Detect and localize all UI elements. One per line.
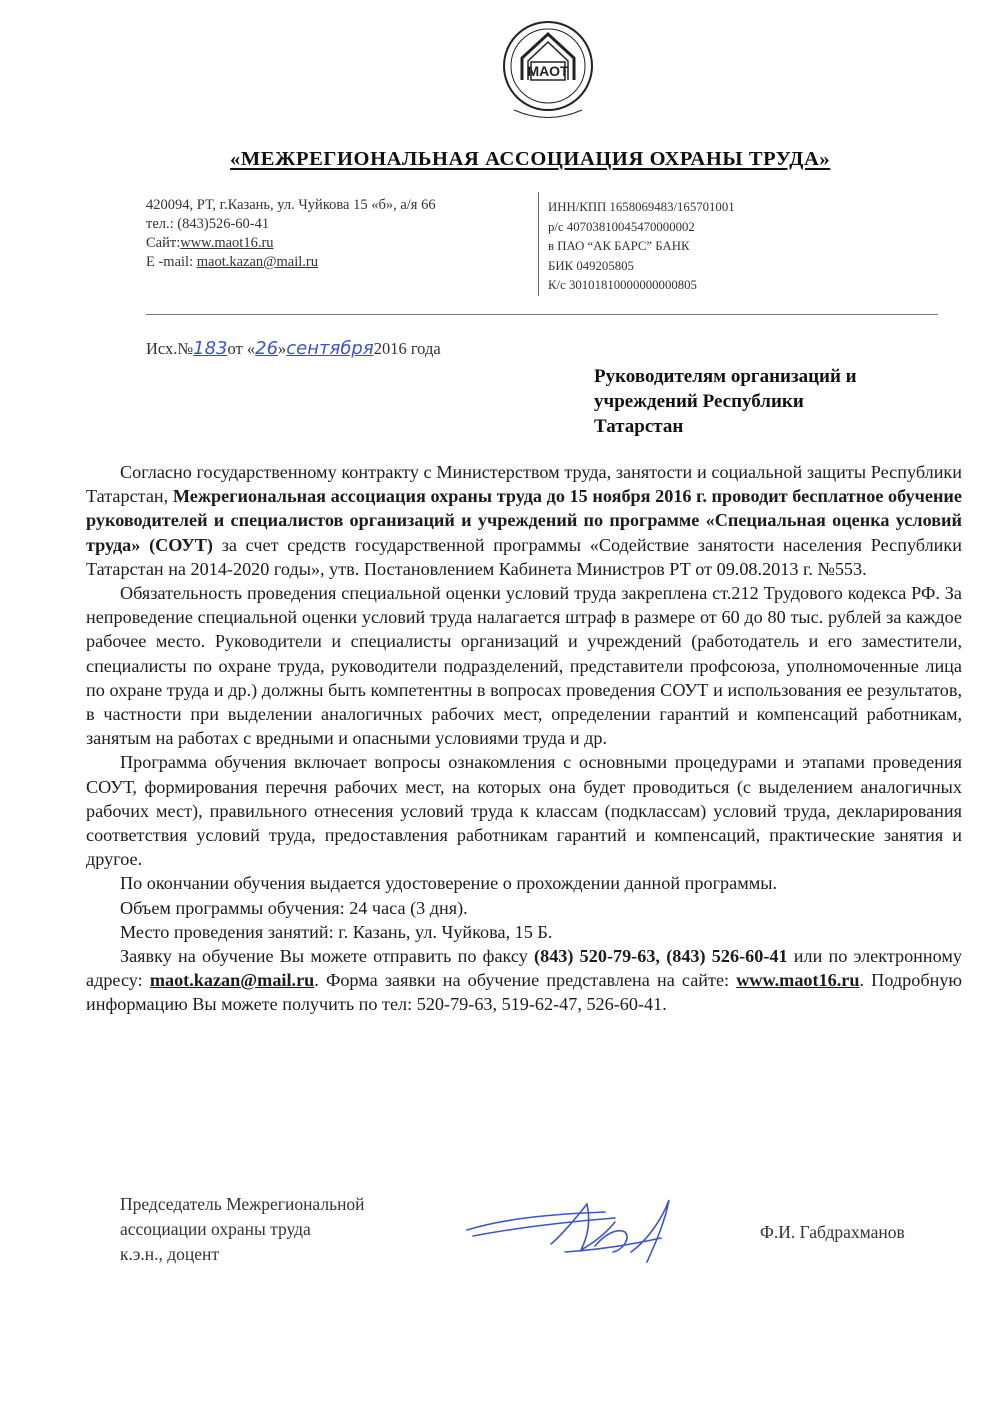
p1-bold: Межрегиональная ассоциация охраны труда до 15 ноября 2016 г. проводит бесплатное обучение руководителей и специалистов организаций и учреждений по программе «Специальная оценка условий труда» (СОУТ) xyxy=(86,486,962,555)
body-email-link[interactable]: maot.kazan@mail.ru xyxy=(149,970,315,991)
site-label: Сайт: xyxy=(146,235,181,251)
addressee-line: Татарстан xyxy=(594,416,684,437)
paragraph-1 xyxy=(86,460,962,581)
maot-logo xyxy=(500,10,596,130)
position-line: ассоциации охраны труда xyxy=(120,1219,311,1239)
p7-text-b: или по электронному адресу: xyxy=(86,946,962,991)
signatory-position xyxy=(120,1192,460,1267)
email-link[interactable]: maot.kazan@mail.ru xyxy=(196,254,319,270)
fax-numbers: (843) 520-79-63, (843) 526-60-41 xyxy=(534,946,788,967)
p7-text-c: . Форма заявки на обучение представлена на сайте: xyxy=(314,970,737,991)
bank-account: р/с 40703810045470000002 xyxy=(548,219,695,234)
paragraph-2: Обязательность проведения специальной оценки условий труда закреплена ст.212 Трудового кодекса РФ. За непроведение специальной оценки условий труда налагается штраф в размере от 60 до 80 тыс. рублей за каждое рабочее место. Руководители и специалисты организаций и учреждений (работодатель и его заместители, специалисты по охране труда, руководители подразделений, представители профсоюза, уполномоченные лица по охране труда и др.) должны быть компетентны в вопросах проведения СОУТ и использования ее результатов, в частности при выделении аналогичных рабочих мест, определении гарантий и компенсаций работникам, занятым на работах с вредными и опасными условиями труда и др. xyxy=(86,583,962,749)
outgoing-day: 26 xyxy=(255,338,279,359)
paragraph-7 xyxy=(86,944,962,1017)
email-line xyxy=(146,253,534,272)
position-line: к.э.н., доцент xyxy=(120,1244,220,1264)
p7-text-a: Заявку на обучение Вы можете отправить по факсу xyxy=(120,946,535,967)
handwritten-signature xyxy=(455,1192,695,1272)
organization-title: «МЕЖРЕГИОНАЛЬНАЯ АССОЦИАЦИЯ ОХРАНЫ ТРУДА» xyxy=(230,148,831,170)
website-line xyxy=(146,234,534,253)
logo-text: МАОТ xyxy=(527,63,569,79)
outgoing-number: 183 xyxy=(193,338,228,359)
corr-account: К/с 30101810000000000805 xyxy=(548,278,697,292)
body-website-link[interactable]: www.maot16.ru xyxy=(736,970,860,991)
paragraph-3: Программа обучения включает вопросы ознакомления с основными процедурами и этапами проведения СОУТ, формирования перечня рабочих мест, на которых она будет проводиться (с выделением аналогичных рабочих мест), правильного отнесения условий труда к классам (подклассам) условий труда, декларирования соответствия условий труда, предоставления работникам гарантий и компенсаций, практические занятия и другое. xyxy=(86,752,962,870)
addressee-line: учреждений Республики xyxy=(594,391,804,412)
letter-body xyxy=(86,460,962,1017)
outgoing-close-quote: » xyxy=(278,339,287,358)
signatory-name: Ф.И. Габдрахманов xyxy=(760,1222,905,1242)
paragraph-4: По окончании обучения выдается удостоверение о прохождении данной программы. xyxy=(120,873,777,894)
paragraph-6: Место проведения занятий: г. Казань, ул. Чуйкова, 15 Б. xyxy=(120,921,553,942)
outgoing-prefix: Исх.№ xyxy=(146,339,194,358)
addressee-line: Руководителям организаций и xyxy=(594,366,857,387)
email-label: E -mail: xyxy=(146,254,197,270)
bank-details xyxy=(548,198,848,296)
paragraph-5: Объем программы обучения: 24 часа (3 дня). xyxy=(120,897,468,918)
address: 420094, РТ, г.Казань, ул. Чуйкова 15 «б», а/я 66 xyxy=(146,197,436,213)
p1-text-a: Согласно государственному контракту с Министерством труда, занятости и социальной защиты Республики Татарстан, xyxy=(86,462,962,507)
p7-text-d: . Подробную информацию Вы можете получить по тел: 520-79-63, 519-62-47, 526-60-41. xyxy=(86,970,962,1015)
bank-name: в ПАО “АК БАРС” БАНК xyxy=(548,239,690,253)
website-link[interactable]: www.maot16.ru xyxy=(180,235,274,251)
position-line: Председатель Межрегиональной xyxy=(120,1194,365,1214)
bik: БИК 049205805 xyxy=(548,258,634,273)
vertical-divider xyxy=(538,192,539,296)
inn-kpp: ИНН/КПП 1658069483/165701001 xyxy=(548,200,735,214)
header-divider xyxy=(146,314,938,315)
outgoing-month: сентября xyxy=(286,338,374,359)
contacts-block xyxy=(146,196,534,272)
outgoing-reference xyxy=(146,338,566,359)
outgoing-from: от « xyxy=(227,339,256,358)
p1-text-c: за счет средств государственной программы «Содействие занятости населения Республики Татарстан на 2014-2020 годы», утв. Постановлением Кабинета Министров РТ от 09.08.2013 г. №553. xyxy=(86,534,962,579)
phone: тел.: (843)526-60-41 xyxy=(146,216,270,232)
addressee xyxy=(594,364,934,439)
outgoing-year: 2016 года xyxy=(373,339,441,358)
